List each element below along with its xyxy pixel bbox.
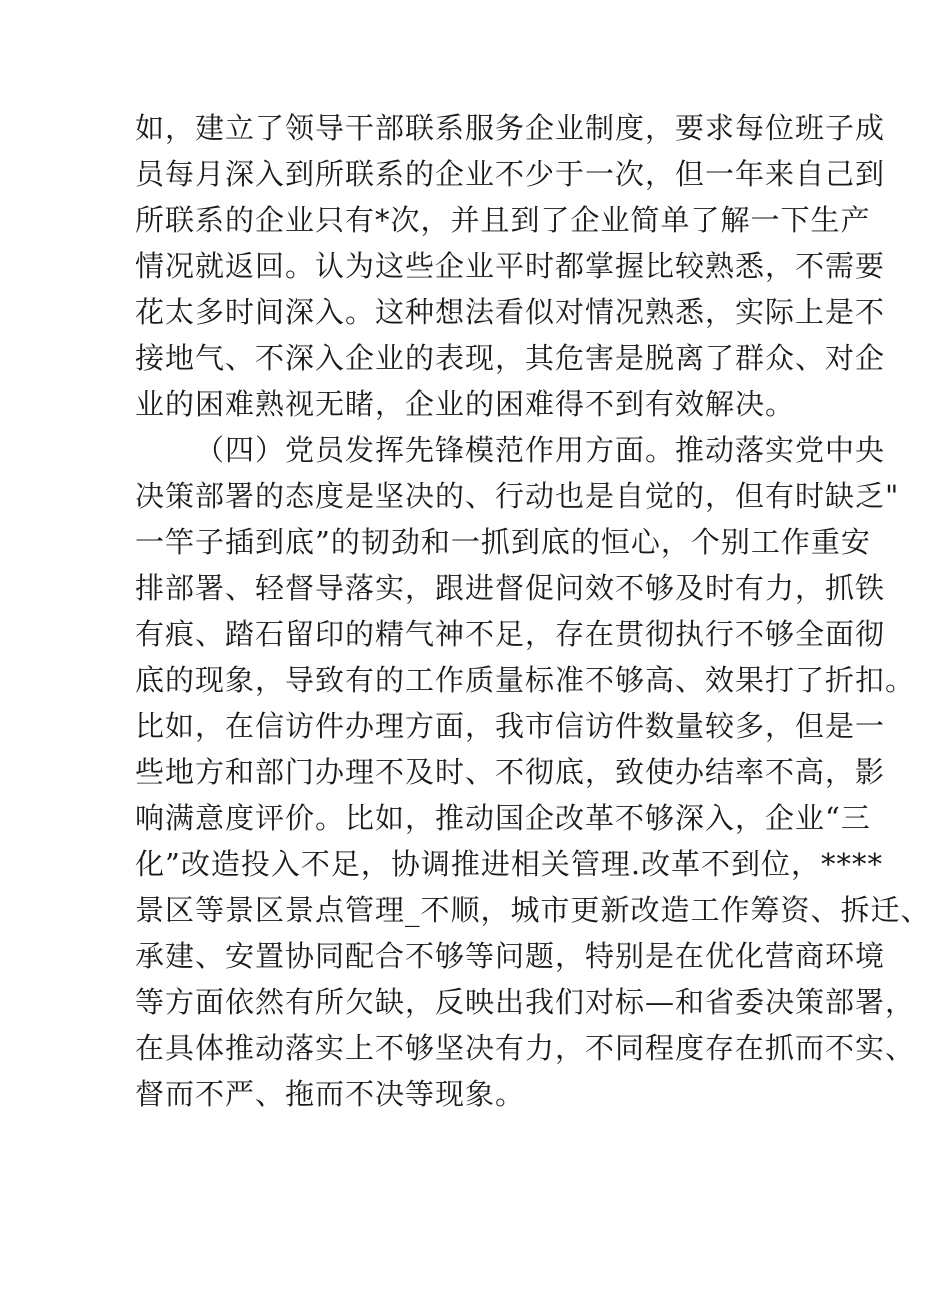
text-line-5: 花太多时间深入。这种想法看似对情况熟悉，实际上是不 <box>135 295 886 329</box>
text-line-18: 景区等景区景点管理_不顺，城市更新改造工作筹资、拆迁、 <box>135 893 931 927</box>
text-line-12: 有痕、踏石留印的精气神不足，存在贯彻执行不够全面彻 <box>135 617 886 651</box>
text-line-6: 接地气、不深入企业的表现，其危害是脱离了群众、对企 <box>135 341 886 375</box>
text-line-15: 些地方和部门办理不及时、不彻底，致使办结率不高，影 <box>135 755 886 789</box>
text-line-2: 员每月深入到所联系的企业不少于一次，但一年来自己到 <box>135 157 886 191</box>
text-line-10: 一竿子插到底”的韧劲和一抓到底的恒心，个别工作重安 <box>135 525 871 559</box>
text-line-1: 如，建立了领导干部联系服务企业制度，要求每位班子成 <box>135 111 886 145</box>
text-line-3: 所联系的企业只有*次，并且到了企业简单了解一下生产 <box>135 203 871 237</box>
text-line-9: 决策部署的态度是坚决的、行动也是自觉的，但有时缺乏" <box>135 479 900 513</box>
text-line-22: 督而不严、拖而不决等现象。 <box>135 1077 526 1111</box>
text-line-13: 底的现象，导致有的工作质量标准不够高、效果打了折扣。 <box>135 663 916 697</box>
text-line-7: 业的困难熟视无睹，企业的困难得不到有效解决。 <box>135 387 796 421</box>
section-heading-line: （四）党员发挥先锋模范作用方面。推动落实党中央 <box>195 433 886 467</box>
text-line-4: 情况就返回。认为这些企业平时都掌握比较熟悉，不需要 <box>135 249 886 283</box>
text-line-19: 承建、安置协同配合不够等问题，特别是在优化营商环境 <box>135 939 886 973</box>
text-line-21: 在具体推动落实上不够坚决有力，不同程度存在抓而不实、 <box>135 1031 916 1065</box>
text-line-11: 排部署、轻督导落实，跟进督促问效不够及时有力，抓铁 <box>135 571 886 605</box>
text-line-14: 比如，在信访件办理方面，我市信访件数量较多，但是一 <box>135 709 886 743</box>
text-line-17: 化”改造投入不足，协调推进相关管理.改革不到位，**** <box>135 847 884 881</box>
text-line-20: 等方面依然有所欠缺，反映出我们对标—和省委决策部署， <box>135 985 916 1019</box>
text-line-16: 响满意度评价。比如，推动国企改革不够深入，企业“三 <box>135 801 871 835</box>
